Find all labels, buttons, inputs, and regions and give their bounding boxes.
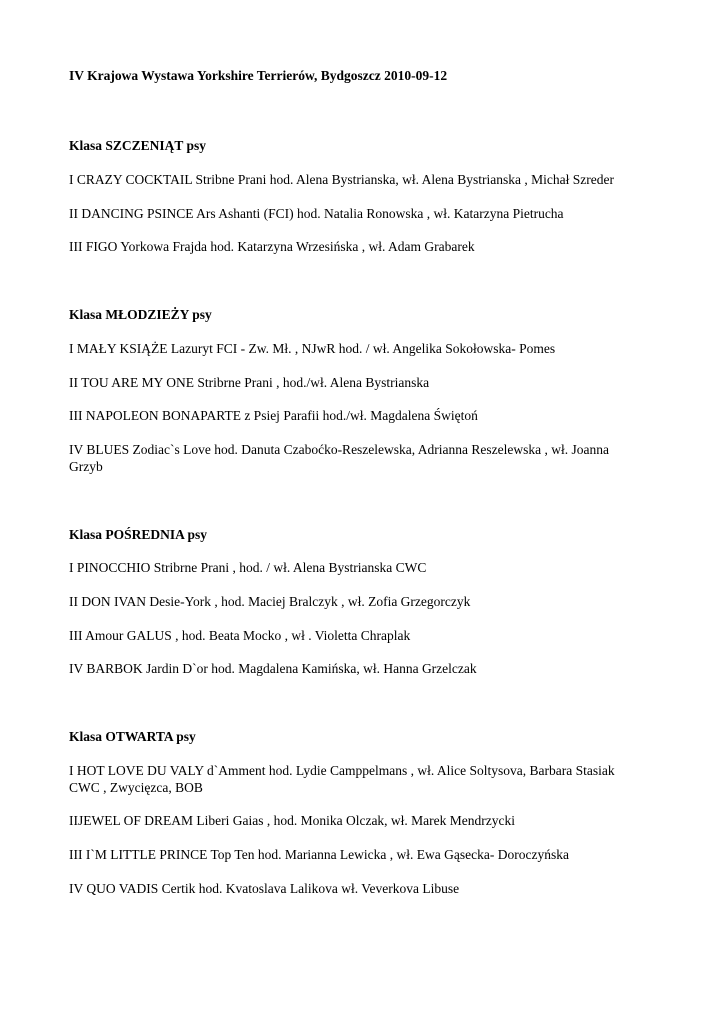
entry-posrednia-3: III Amour GALUS , hod. Beata Mocko , wł . Violetta Chraplak [69, 628, 411, 643]
entry-szczeniat-1: I CRAZY COCKTAIL Stribne Prani hod. Alena Bystrianska, wł. Alena Bystrianska , Michał Szreder [69, 172, 614, 187]
entry-otwarta-1: I HOT LOVE DU VALY d`Amment hod. Lydie Camppelmans , wł. Alice Soltysova, Barbara Stasiak [69, 763, 615, 778]
entry-szczeniat-3: III FIGO Yorkowa Frajda hod. Katarzyna Wrzesińska , wł. Adam Grabarek [69, 239, 475, 254]
entry-mlodziezy-3: III NAPOLEON BONAPARTE z Psiej Parafii hod./wł. Magdalena Świętoń [69, 408, 478, 423]
entry-otwarta-1-cont: CWC , Zwycięzca, BOB [69, 780, 203, 795]
entry-mlodziezy-4: IV BLUES Zodiac`s Love hod. Danuta Czaboćko-Reszelewska, Adrianna Reszelewska , wł. Joanna [69, 442, 609, 457]
entry-otwarta-2: IIJEWEL OF DREAM Liberi Gaias , hod. Monika Olczak, wł. Marek Mendrzycki [69, 813, 516, 828]
entry-otwarta-4: IV QUO VADIS Certik hod. Kvatoslava Lalikova wł. Veverkova Libuse [69, 881, 460, 896]
entry-posrednia-1: I PINOCCHIO Stribrne Prani , hod. / wł. Alena Bystrianska CWC [69, 560, 427, 575]
entry-mlodziezy-1: I MAŁY KSIĄŻE Lazuryt FCI - Zw. Mł. , NJwR hod. / wł. Angelika Sokołowska- Pomes [69, 341, 556, 356]
entry-posrednia-4: IV BARBOK Jardin D`or hod. Magdalena Kamińska, wł. Hanna Grzelczak [69, 661, 477, 676]
section-heading-mlodziezy: Klasa MŁODZIEŻY psy [69, 307, 212, 322]
section-heading-szczeniat: Klasa SZCZENIĄT psy [69, 138, 207, 153]
entry-mlodziezy-2: II TOU ARE MY ONE Stribrne Prani , hod./wł. Alena Bystrianska [69, 375, 430, 390]
entry-otwarta-3: III I`M LITTLE PRINCE Top Ten hod. Marianna Lewicka , wł. Ewa Gąsecka- Doroczyńska [69, 847, 569, 862]
section-heading-posrednia: Klasa POŚREDNIA psy [69, 527, 208, 542]
section-heading-otwarta: Klasa OTWARTA psy [69, 729, 196, 744]
entry-szczeniat-2: II DANCING PSINCE Ars Ashanti (FCI) hod. Natalia Ronowska , wł. Katarzyna Pietrucha [69, 206, 564, 221]
entry-mlodziezy-4-cont: Grzyb [69, 459, 103, 474]
document-title: IV Krajowa Wystawa Yorkshire Terrierów, Bydgoszcz 2010-09-12 [69, 68, 448, 83]
entry-posrednia-2: II DON IVAN Desie-York , hod. Maciej Bralczyk , wł. Zofia Grzegorczyk [69, 594, 471, 609]
